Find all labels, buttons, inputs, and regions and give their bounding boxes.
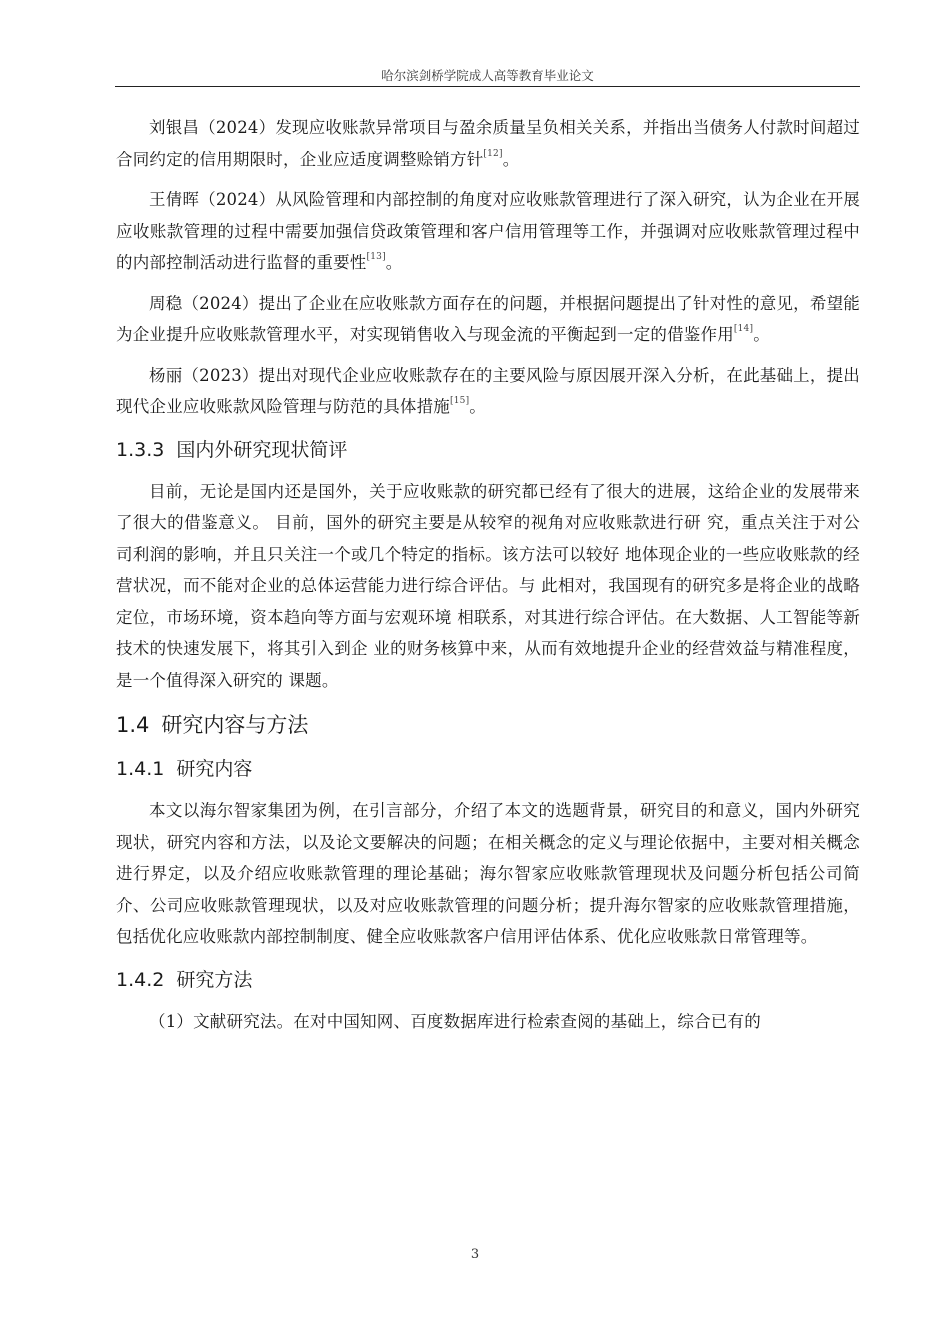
citation-15[interactable]: [15] (450, 396, 470, 406)
citation-14[interactable]: [14] (733, 324, 754, 334)
paragraph-yang: 杨丽（2023）提出对现代企业应收账款存在的主要风险与原因展开深入分析，在此基础上，提出现代企业应收账款风险管理与防范的具体措施[15]。 (116, 365, 860, 416)
header-divider (115, 86, 860, 87)
paragraph-research-method: （1）文献研究法。在对中国知网、百度数据库进行检索查阅的基础上，综合已有的 (149, 1011, 761, 1031)
paragraph-liu: 刘银昌（2024）发现应收账款异常项目与盈余质量呈负相关关系，并指出当债务人付款时间超过合同约定的信用期限时，企业应适度调整赊销方针[12]。 (116, 118, 860, 169)
heading-1-4: 1.4 研究内容与方法 (116, 713, 309, 737)
paragraph-wang: 王倩晖（2024）从风险管理和内部控制的角度对应收账款管理进行了深入研究，认为企业在开展应收账款管理的过程中需要加强信贷政策管理和客户信用管理等工作，并强调对应收账款管理过程中的内部控制活动进行监督的重要性[13]。 (116, 190, 860, 272)
paragraph-zhou: 周稳（2024）提出了企业在应收账款方面存在的问题，并根据问题提出了针对性的意见，希望能为企业提升应收账款管理水平，对实现销售收入与现金流的平衡起到一定的借鉴作用[14]。 (116, 293, 860, 344)
page-number: 3 (470, 1247, 480, 1262)
page-body (116, 112, 860, 1046)
heading-1-3-3: 1.3.3 国内外研究现状简评 (116, 438, 348, 461)
heading-1-4-1: 1.4.1 研究内容 (116, 758, 253, 780)
citation-12[interactable]: [12] (483, 148, 503, 159)
citation-13[interactable]: [13] (366, 252, 386, 262)
heading-1-4-2: 1.4.2 研究方法 (116, 968, 253, 991)
paragraph-research-content: 本文以海尔智家集团为例，在引言部分，介绍了本文的选题背景，研究目的和意义，国内外研究现状，研究内容和方法，以及论文要解决的问题；在相关概念的定义与理论依据中，主要对相关概念进行界定，以及介绍应收账款管理的理论基础；海尔智家应收账款管理现状及问题分析包括公司简介、公司应收账款管理现状，以及对应收账款管理的问题分析；提升海尔智家的应收账款管理措施，包括优化应收账款内部控制制度、健全应收账款客户信用评估体系、优化应收账款日常管理等。 (116, 801, 860, 946)
paragraph-review: 目前，无论是国内还是国外，关于应收账款的研究都已经有了很大的进展，这给企业的发展带来了很大的借鉴意义。 目前，国外的研究主要是从较窄的视角对应收账款进行研 究，重点关注于对公司利润的影响，并且只关注一个或几个特定的指标。该方法可以较好 地体现企业的一些应收账款的经营状况，而不能对企业的总体运营能力进行综合评估。与 此相对，我国现有的研究多是将企业的战略定位，市场环境，资本趋向等方面与宏观环境 相联系，对其进行综合评估。在大数据、人工智能等新技术的快速发展下，将其引入到企 业的财务核算中来，从而有效地提升企业的经营效益与精准程度，是一个值得深入研究的 课题。 (116, 481, 860, 690)
page-header: 哈尔滨剑桥学院成人高等教育毕业论文 (381, 68, 594, 83)
